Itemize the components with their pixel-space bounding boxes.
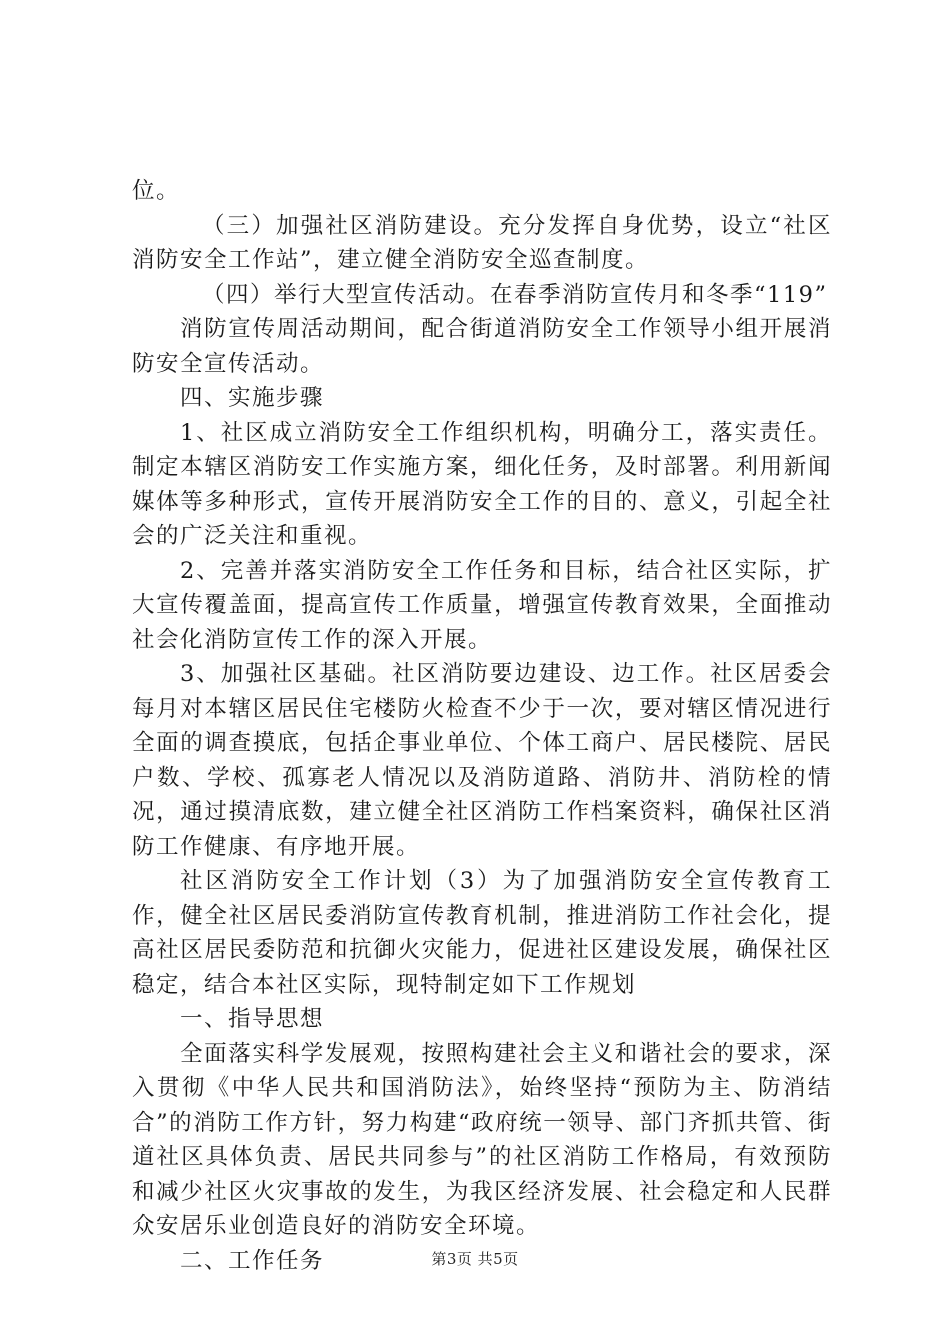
paragraph-propaganda-week: 消防宣传周活动期间，配合街道消防安全工作领导小组开展消防安全宣传活动。 — [132, 316, 832, 377]
paragraph-section-three: （三）加强社区消防建设。充分发挥自身优势，设立“社区消防安全工作站”，建立健全消防安全巡查制度。 — [132, 212, 832, 273]
paragraph-step-1: 1、社区成立消防安全工作组织机构，明确分工，落实责任。制定本辖区消防安工作实施方案，细化任务，及时部署。利用新闻媒体等多种形式，宣传开展消防安全工作的目的、意义，引起全社会的广泛关注和重视。 — [132, 419, 832, 549]
heading-implementation-steps: 四、实施步骤 — [180, 385, 325, 411]
page-footer: 第3页 共5页 — [431, 1250, 519, 1268]
paragraph-step-2: 2、完善并落实消防安全工作任务和目标，结合社区实际，扩大宣传覆盖面，提高宣传工作质量，增强宣传教育效果，全面推动社会化消防宣传工作的深入开展。 — [132, 557, 832, 653]
paragraph-section-four: （四）举行大型宣传活动。在春季消防宣传月和冬季“119” — [202, 281, 828, 308]
paragraph-step-3: 3、加强社区基础。社区消防要边建设、边工作。社区居委会每月对本辖区居民住宅楼防火检查不少于一次，要对辖区情况进行全面的调查摸底，包括企事业单位、个体工商户、居民楼院、居民户数、学校、孤寡老人情况以及消防道路、消防井、消防栓的情况，通过摸清底数，建立健全社区消防工作档案资料，确保社区消防工作健康、有序地开展。 — [132, 661, 832, 860]
paragraph-plan-3-intro: 社区消防安全工作计划（3）为了加强消防安全宣传教育工作，健全社区居民委消防宣传教育机制，推进消防工作社会化，提高社区居民委防范和抗御火灾能力，促进社区建设发展，确保社区稳定，结合本社区实际，现特制定如下工作规划 — [132, 868, 832, 998]
paragraph-fragment: 位。 — [132, 178, 181, 204]
paragraph-guiding-ideology: 全面落实科学发展观，按照构建社会主义和谐社会的要求，深入贯彻《中华人民共和国消防法》，始终坚持“预防为主、防消结合”的消防工作方针，努力构建“政府统一领导、部门齐抓共管、街道社区具体负责、居民共同参与”的社区消防工作格局，有效预防和减少社区火灾事故的发生，为我区经济发展、社会稳定和人民群众安居乐业创造良好的消防安全环境。 — [132, 1040, 832, 1239]
heading-guiding-ideology: 一、指导思想 — [180, 1006, 325, 1032]
heading-work-tasks: 二、工作任务 — [180, 1247, 325, 1274]
document-body — [132, 174, 832, 1278]
